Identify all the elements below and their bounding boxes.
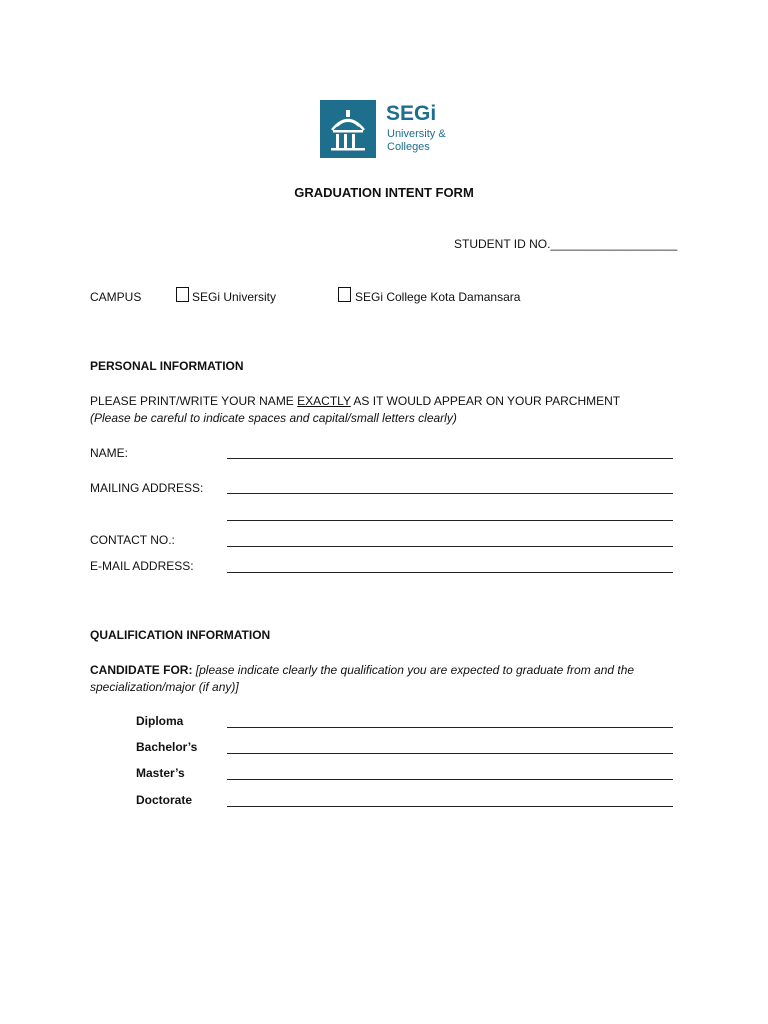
level-diploma-line[interactable] <box>227 727 673 728</box>
contact-no-label: CONTACT NO.: <box>90 533 175 547</box>
qualification-heading: QUALIFICATION INFORMATION <box>90 628 271 642</box>
candidate-for-text <box>90 663 634 678</box>
personal-info-heading: PERSONAL INFORMATION <box>90 359 244 373</box>
segi-logo <box>320 100 460 160</box>
candidate-for-note-cont: specialization/major (if any)] <box>90 680 239 694</box>
level-bachelors-line[interactable] <box>227 753 673 754</box>
name-instruction-post: AS IT WOULD APPEAR ON YOUR PARCHMENT <box>350 394 621 408</box>
candidate-for-label: CANDIDATE FOR: <box>90 663 193 677</box>
campus-label: CAMPUS <box>90 290 142 304</box>
logo-subtitle: University & Colleges <box>387 128 446 153</box>
name-instruction <box>90 394 620 409</box>
level-masters-label: Master’s <box>136 766 185 780</box>
mailing-address-line-2[interactable] <box>227 520 673 521</box>
campus-option-segi-university: SEGi University <box>192 290 277 304</box>
campus-option-segi-college-kd: SEGi College Kota Damansara <box>355 290 521 304</box>
logo-brand: SEGi <box>386 102 437 125</box>
contact-no-line[interactable] <box>227 546 673 547</box>
email-address-label: E-MAIL ADDRESS: <box>90 559 194 573</box>
level-doctorate-line[interactable] <box>227 806 673 807</box>
name-input-line[interactable] <box>227 458 673 459</box>
level-doctorate-label: Doctorate <box>136 793 193 807</box>
form-title: GRADUATION INTENT FORM <box>294 185 474 200</box>
campus-checkbox-segi-university[interactable] <box>176 287 189 302</box>
student-id-field[interactable]: STUDENT ID NO.___________________ <box>454 237 678 251</box>
mailing-address-label: MAILING ADDRESS: <box>90 481 204 495</box>
mailing-address-line-1[interactable] <box>227 493 673 494</box>
name-instruction-emphasis: EXACTLY <box>297 394 351 408</box>
name-instruction-note: (Please be careful to indicate spaces and capital/small letters clearly) <box>90 411 457 425</box>
candidate-for-note: [please indicate clearly the qualification you are expected to graduate from and the <box>195 663 635 677</box>
name-label: NAME: <box>90 446 129 460</box>
building-icon <box>320 100 376 158</box>
level-bachelors-label: Bachelor’s <box>136 740 198 754</box>
email-address-line[interactable] <box>227 572 673 573</box>
name-instruction-pre: PLEASE PRINT/WRITE YOUR NAME <box>90 394 298 408</box>
level-masters-line[interactable] <box>227 779 673 780</box>
campus-checkbox-segi-college-kd[interactable] <box>338 287 351 302</box>
level-diploma-label: Diploma <box>136 714 184 728</box>
